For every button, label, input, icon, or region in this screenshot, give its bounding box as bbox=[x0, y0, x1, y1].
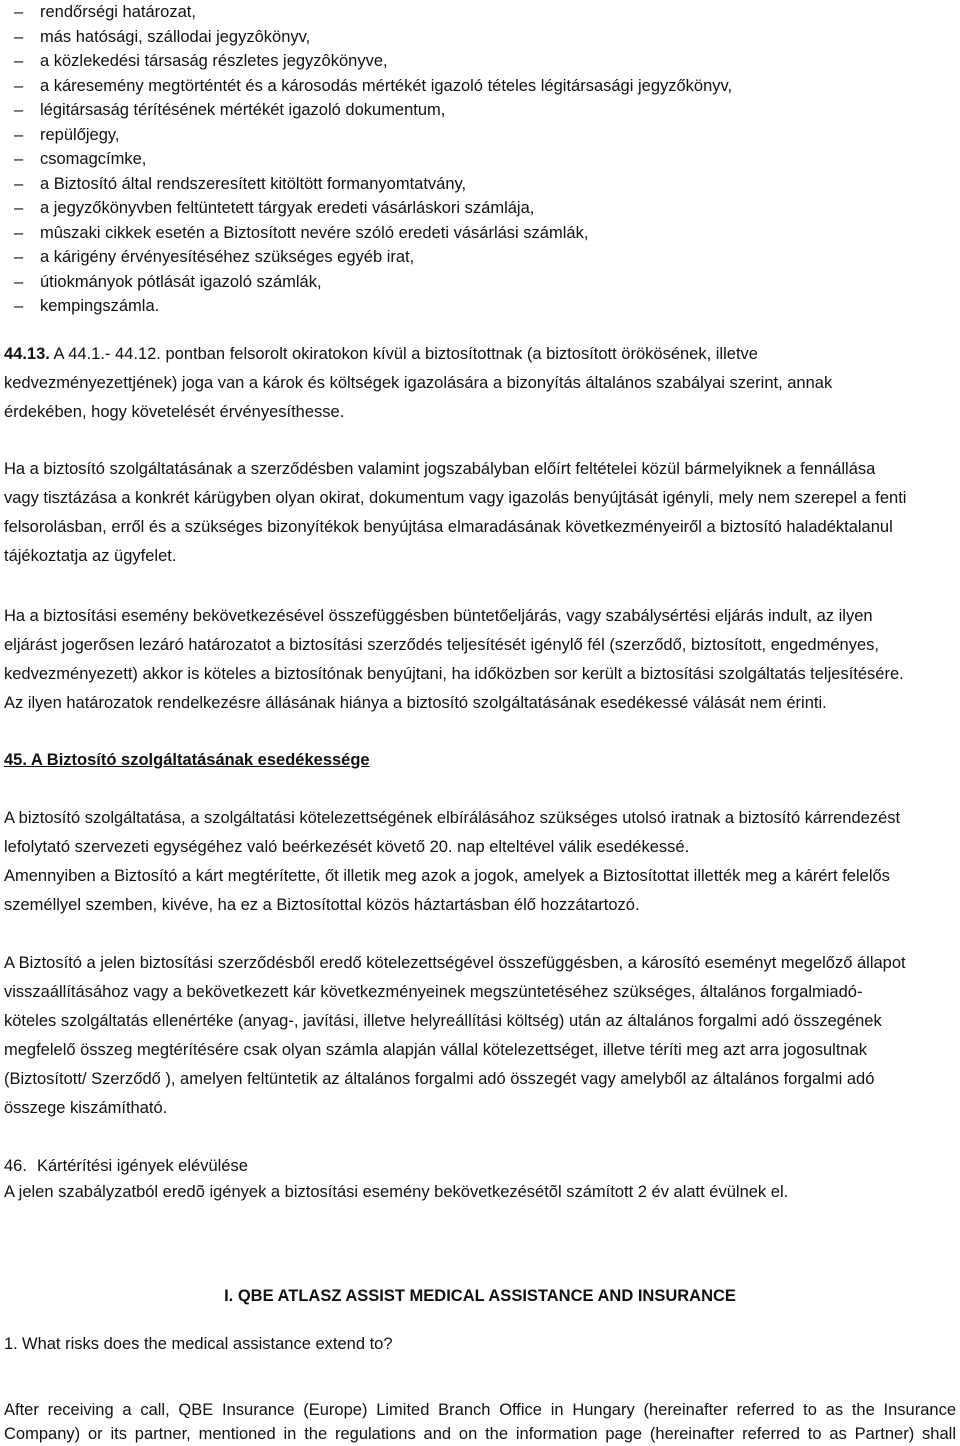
list-item-text: a kárigény érvényesítéséhez szükséges egyéb irat, bbox=[40, 248, 415, 266]
list-item bbox=[14, 270, 732, 295]
paragraph-line: összege kiszámítható. bbox=[4, 1099, 168, 1117]
paragraph-text: A 44.1.- 44.12. pontban felsorolt okiratokon kívül a biztosítottnak (a biztosított örökösének, illetve bbox=[49, 345, 758, 363]
paragraph-46: A jelen szabályzatból eredõ igények a biztosítási esemény bekövetkezésétõl számított 2 év alatt évülnek el. bbox=[4, 1183, 789, 1201]
paragraph-line: köteles szolgáltatás ellenértéke (anyag-, javítási, illetve helyreállítási költség) után az általános forgalmi adó összegének bbox=[4, 1012, 882, 1030]
list-item-text: útiokmányok pótlását igazoló számlák, bbox=[40, 272, 322, 291]
paragraph-line: lefolytató szervezeti egységéhez való beérkezését követő 20. nap elteltével válik esedékessé. bbox=[4, 838, 690, 856]
list-item bbox=[14, 172, 732, 197]
paragraph-line: felsorolásban, erről és a szükséges bizonyítékok benyújtása elmaradásának következményeiről a biztosító haladéktalanul bbox=[4, 518, 893, 536]
dash-bullet: – bbox=[14, 297, 24, 315]
paragraph-ha-1 bbox=[4, 455, 956, 571]
required-documents-list bbox=[14, 0, 732, 319]
paragraph-number: 44.13. bbox=[4, 345, 50, 363]
paragraph-44-13-line bbox=[4, 340, 956, 369]
list-item-text: kempingszámla. bbox=[40, 297, 160, 315]
paragraph-line: After receiving a call, QBE Insurance (Europe) Limited Branch Office in Hungary (hereinafter referred to as the Insurance bbox=[4, 1400, 956, 1419]
paragraph-line: visszaállításához vagy a bekövetkezett kár következményeinek megszüntetéséhez szükséges, általános forgalmiadó- bbox=[4, 983, 863, 1001]
paragraph-line: Ha a biztosító szolgáltatásának a szerződésben valamint jogszabályban előírt feltételei közül bármelyiknek a fennállása bbox=[4, 460, 876, 478]
dash-bullet: – bbox=[14, 272, 24, 291]
list-item bbox=[14, 294, 732, 319]
paragraph-line: megfelelő összeg megtérítésére csak olyan számla alapján vállal kötelezettséget, illetve téríti meg azt arra jogosultnak bbox=[4, 1041, 868, 1059]
paragraph-44-13-line: érdekében, hogy követelését érvényesíthesse. bbox=[4, 403, 345, 421]
dash-bullet: – bbox=[14, 199, 24, 217]
list-item bbox=[14, 74, 732, 99]
paragraph-line: vagy tisztázása a konkrét kárügyben olyan okirat, dokumentum vagy igazolás benyújtását igényli, mely nem szerepel a fenti bbox=[4, 489, 907, 507]
paragraph-line: A biztosító szolgáltatása, a szolgáltatási kötelezettségének elbírálásához szükséges utolsó iratnak a biztosító kárrendezést bbox=[4, 809, 901, 827]
paragraph-line: A Biztosító a jelen biztosítási szerződésből eredő kötelezettségével összefüggésben, a károsító eseményt megelőző állapot bbox=[4, 954, 906, 972]
question-number: 1. bbox=[4, 1335, 18, 1353]
section-title: Kártérítési igények elévülése bbox=[36, 1157, 248, 1175]
list-item-text: légitársaság térítésének mértékét igazoló dokumentum, bbox=[40, 101, 446, 119]
dash-bullet: – bbox=[14, 52, 24, 70]
section-number: 46. bbox=[4, 1157, 27, 1175]
list-item-text: más hatósági, szállodai jegyzôkönyv, bbox=[40, 27, 311, 46]
list-item-text: a közlekedési társaság részletes jegyzôkönyve, bbox=[40, 52, 388, 70]
paragraph-line: személlyel szemben, kivéve, ha ez a Biztosítottal közös háztartásban élő hozzátartozó. bbox=[4, 896, 640, 914]
question-text: What risks does the medical assistance extend to? bbox=[22, 1335, 393, 1353]
section-title: A Biztosító szolgáltatásának esedékessége bbox=[26, 751, 370, 769]
dash-bullet: – bbox=[14, 27, 24, 46]
list-item bbox=[14, 245, 732, 270]
dash-bullet: – bbox=[14, 101, 24, 119]
paragraph-line: eljárást jogerősen lezáró határozatot a biztosítási szerződés teljesítését igénylő fél (szerződő, biztosított, engedményes, bbox=[4, 636, 879, 654]
list-item-text: a Biztosító által rendszeresített kitöltött formanyomtatvány, bbox=[40, 174, 467, 193]
paragraph-45-a bbox=[4, 804, 956, 920]
list-item bbox=[14, 98, 732, 123]
list-item bbox=[14, 49, 732, 74]
list-item bbox=[14, 0, 732, 25]
dash-bullet: – bbox=[14, 150, 24, 168]
list-item bbox=[14, 221, 732, 246]
paragraph-line: (Biztosított/ Szerződő ), amelyen feltüntetik az általános forgalmi adó összegét vagy amelyből az általános forgalmi adó bbox=[4, 1070, 875, 1088]
question-1 bbox=[4, 1331, 393, 1357]
dash-bullet: – bbox=[14, 223, 24, 242]
list-item bbox=[14, 25, 732, 50]
list-item bbox=[14, 123, 732, 148]
dash-bullet: – bbox=[14, 3, 24, 21]
paragraph-44-13 bbox=[4, 340, 956, 427]
paragraph-line: Az ilyen határozatok rendelkezésre állásának hiánya a biztosító szolgáltatásának esedékessé válását nem érinti. bbox=[4, 694, 827, 712]
section-i-title: I. QBE ATLASZ ASSIST MEDICAL ASSISTANCE AND INSURANCE bbox=[224, 1287, 736, 1305]
section-46-heading bbox=[4, 1153, 248, 1179]
section-45-heading bbox=[4, 746, 370, 774]
list-item-text: csomagcímke, bbox=[40, 150, 147, 168]
paragraph-line: Amennyiben a Biztosító a kárt megtérítette, őt illetik meg azok a jogok, amelyek a Biztosítottat illették meg a kárért felelős bbox=[4, 867, 890, 885]
list-item-text: a káresemény megtörténtét és a károsodás mértékét igazoló tételes légitársasági jegyzőkönyv, bbox=[40, 76, 733, 95]
paragraph-line: tájékoztatja az ügyfelet. bbox=[4, 547, 177, 565]
paragraph-44-13-line: kedvezményezettjének) joga van a károk és költségek igazolására a bizonyítás általános szabályai szerint, annak bbox=[4, 374, 833, 392]
dash-bullet: – bbox=[14, 248, 24, 266]
paragraph-line: Company) or its partner, mentioned in the regulations and on the information page (hereinafter referred to as Partner) shall bbox=[4, 1424, 956, 1443]
list-item bbox=[14, 147, 732, 172]
dash-bullet: – bbox=[14, 125, 24, 144]
dash-bullet: – bbox=[14, 174, 24, 193]
paragraph-ha-2 bbox=[4, 602, 956, 718]
paragraph-line: Ha a biztosítási esemény bekövetkezésével összefüggésben büntetőeljárás, vagy szabálysértési eljárás indult, az ilyen bbox=[4, 607, 873, 625]
section-number: 45. bbox=[4, 751, 27, 769]
dash-bullet: – bbox=[14, 76, 24, 95]
list-item-text: repülőjegy, bbox=[40, 125, 120, 144]
list-item bbox=[14, 196, 732, 221]
english-paragraph bbox=[4, 1398, 956, 1446]
list-item-text: rendőrségi határozat, bbox=[40, 3, 196, 21]
paragraph-45-b bbox=[4, 949, 956, 1123]
paragraph-line: kedvezményezett) akkor is köteles a biztosítónak benyújtani, ha időközben sor került a biztosítási szolgáltatás teljesítésére. bbox=[4, 665, 904, 683]
list-item-text: a jegyzőkönyvben feltüntetett tárgyak eredeti vásárláskori számlája, bbox=[40, 199, 535, 217]
list-item-text: mûszaki cikkek esetén a Biztosított nevére szóló eredeti vásárlási számlák, bbox=[40, 223, 589, 242]
